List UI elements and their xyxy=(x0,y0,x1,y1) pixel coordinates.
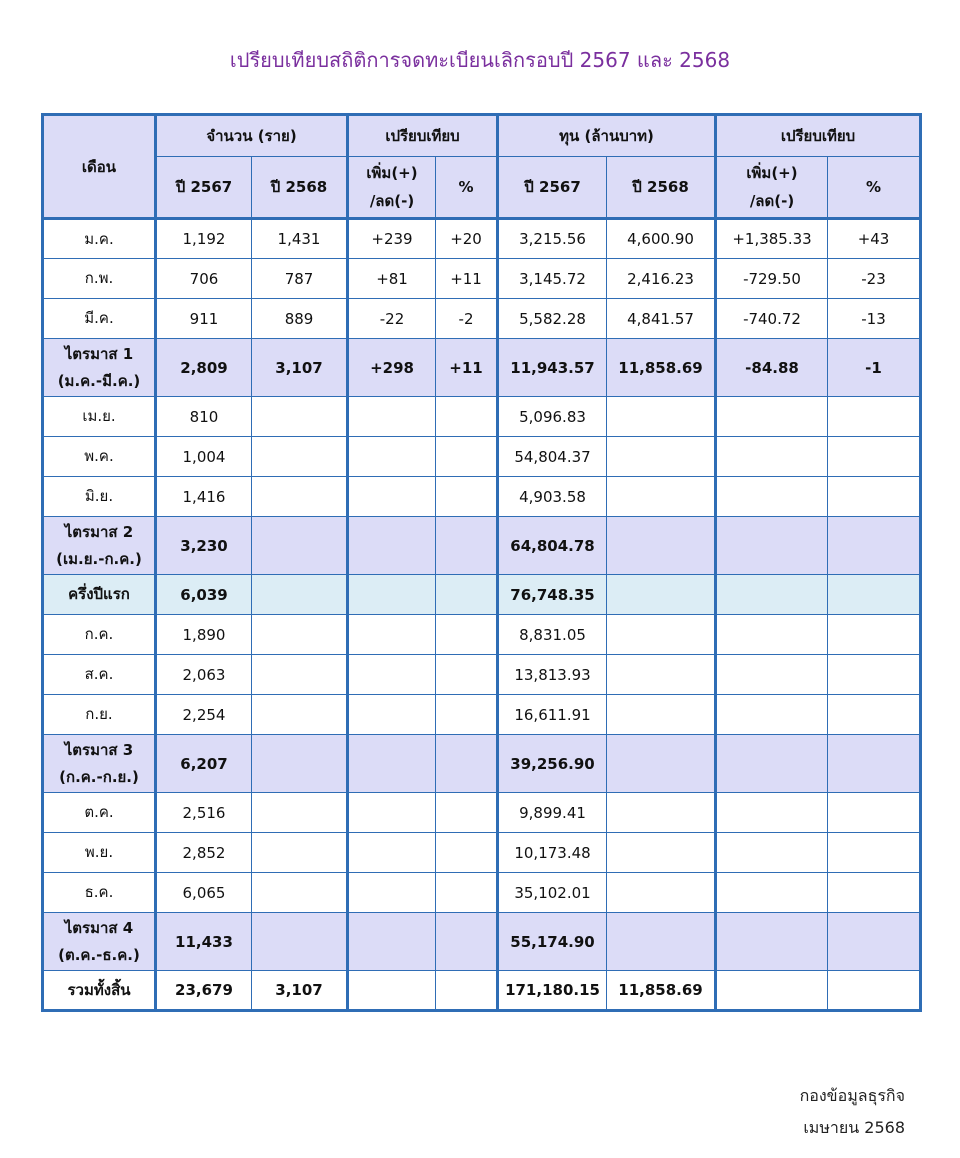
count-percent-header: % xyxy=(436,157,498,219)
table-cell: -2 xyxy=(436,299,498,339)
table-cell xyxy=(828,793,921,833)
table-cell: 54,804.37 xyxy=(498,437,607,477)
row-label-line: ธ.ค. xyxy=(84,883,114,901)
row-label-line: ก.ค. xyxy=(84,625,114,643)
table-cell: 1,890 xyxy=(156,615,252,655)
count-compare-group-header: เปรียบเทียบ xyxy=(348,115,498,157)
table-cell: 1,192 xyxy=(156,219,252,259)
table-row xyxy=(43,437,921,477)
row-label-line: เม.ย. xyxy=(82,407,116,425)
row-label xyxy=(43,397,156,437)
table-cell: -84.88 xyxy=(716,339,828,397)
change-label-line1: เพิ่ม(+) xyxy=(746,164,798,182)
table-cell xyxy=(607,437,716,477)
count-change-header xyxy=(348,157,436,219)
quarter-row xyxy=(43,735,921,793)
row-label-line: (ม.ค.-มี.ค.) xyxy=(57,371,141,390)
table-cell: 911 xyxy=(156,299,252,339)
table-cell: 11,943.57 xyxy=(498,339,607,397)
table-cell xyxy=(828,971,921,1011)
table-cell xyxy=(348,833,436,873)
table-cell xyxy=(252,833,348,873)
table-cell xyxy=(716,575,828,615)
table-cell: 1,004 xyxy=(156,437,252,477)
table-cell: +20 xyxy=(436,219,498,259)
table-cell: 3,107 xyxy=(252,339,348,397)
row-label-line: มิ.ย. xyxy=(84,487,114,505)
row-label xyxy=(43,299,156,339)
table-cell: 23,679 xyxy=(156,971,252,1011)
table-cell: 2,063 xyxy=(156,655,252,695)
table-cell: 2,809 xyxy=(156,339,252,397)
table-cell: 1,431 xyxy=(252,219,348,259)
table-cell xyxy=(607,517,716,575)
row-label-line: ไตรมาส 4 xyxy=(64,918,134,937)
capital-compare-group-header: เปรียบเทียบ xyxy=(716,115,921,157)
row-label-line: พ.ย. xyxy=(84,843,114,861)
table-cell xyxy=(607,477,716,517)
row-label xyxy=(43,793,156,833)
capital-change-header xyxy=(716,157,828,219)
row-label-line: ไตรมาส 1 xyxy=(64,344,134,363)
table-row xyxy=(43,397,921,437)
table-cell: 5,096.83 xyxy=(498,397,607,437)
table-cell: 11,858.69 xyxy=(607,339,716,397)
table-cell xyxy=(436,615,498,655)
table-row xyxy=(43,219,921,259)
table-cell xyxy=(436,913,498,971)
table-cell xyxy=(716,971,828,1011)
table-cell: 11,858.69 xyxy=(607,971,716,1011)
table-cell: 787 xyxy=(252,259,348,299)
table-cell: 8,831.05 xyxy=(498,615,607,655)
capital-percent-header: % xyxy=(828,157,921,219)
table-cell: 4,600.90 xyxy=(607,219,716,259)
table-row xyxy=(43,259,921,299)
table-cell xyxy=(436,575,498,615)
row-label xyxy=(43,873,156,913)
table-cell: 2,254 xyxy=(156,695,252,735)
table-row xyxy=(43,299,921,339)
table-cell: 6,207 xyxy=(156,735,252,793)
table-cell xyxy=(828,397,921,437)
table-cell: 3,230 xyxy=(156,517,252,575)
table-cell xyxy=(252,575,348,615)
table-row xyxy=(43,873,921,913)
row-label-line: (เม.ย.-ก.ค.) xyxy=(56,549,142,568)
row-label-line: ก.ย. xyxy=(85,705,113,723)
table-cell xyxy=(716,615,828,655)
table-cell xyxy=(436,833,498,873)
table-cell xyxy=(348,477,436,517)
count-2567-header: ปี 2567 xyxy=(156,157,252,219)
row-label-line: ไตรมาส 3 xyxy=(64,740,134,759)
table-cell xyxy=(436,971,498,1011)
table-cell xyxy=(252,517,348,575)
table-cell xyxy=(436,477,498,517)
row-label xyxy=(43,735,156,793)
row-label xyxy=(43,833,156,873)
total-row xyxy=(43,971,921,1011)
change-label-line2: /ลด(-) xyxy=(369,192,415,210)
table-cell xyxy=(348,793,436,833)
table-cell xyxy=(607,833,716,873)
table-cell: -22 xyxy=(348,299,436,339)
table-cell: 4,903.58 xyxy=(498,477,607,517)
table-cell xyxy=(436,437,498,477)
table-cell xyxy=(828,575,921,615)
table-cell xyxy=(607,735,716,793)
table-cell xyxy=(828,437,921,477)
table-cell: -13 xyxy=(828,299,921,339)
table-cell xyxy=(252,695,348,735)
footer xyxy=(800,1080,905,1144)
table-cell xyxy=(828,615,921,655)
footer-date: เมษายน 2568 xyxy=(803,1118,905,1137)
table-row xyxy=(43,695,921,735)
table-cell: 9,899.41 xyxy=(498,793,607,833)
row-label-line: ไตรมาส 2 xyxy=(64,522,134,541)
table-cell: +43 xyxy=(828,219,921,259)
row-label xyxy=(43,655,156,695)
row-label-line: (ต.ค.-ธ.ค.) xyxy=(58,945,140,964)
table-cell: 889 xyxy=(252,299,348,339)
table-cell: 706 xyxy=(156,259,252,299)
table-cell xyxy=(716,437,828,477)
table-cell xyxy=(607,575,716,615)
count-2568-header: ปี 2568 xyxy=(252,157,348,219)
table-cell: 810 xyxy=(156,397,252,437)
footer-department: กองข้อมูลธุรกิจ xyxy=(799,1086,905,1105)
row-label xyxy=(43,259,156,299)
table-cell xyxy=(348,397,436,437)
table-cell: 6,065 xyxy=(156,873,252,913)
table-cell xyxy=(348,437,436,477)
table-cell xyxy=(828,695,921,735)
row-label-line: รวมทั้งสิ้น xyxy=(67,980,131,999)
page-title: เปรียบเทียบสถิติการจดทะเบียนเลิกรอบปี 2567 และ 2568 xyxy=(229,48,731,72)
table-cell: -1 xyxy=(828,339,921,397)
quarter-row xyxy=(43,517,921,575)
statistics-table xyxy=(41,113,922,1012)
table-cell xyxy=(828,655,921,695)
table-cell xyxy=(716,735,828,793)
table-cell: 11,433 xyxy=(156,913,252,971)
table-cell xyxy=(828,517,921,575)
row-label-line: ต.ค. xyxy=(84,803,114,821)
table-cell: 5,582.28 xyxy=(498,299,607,339)
table-cell: 2,516 xyxy=(156,793,252,833)
table-cell xyxy=(828,735,921,793)
table-cell: +11 xyxy=(436,259,498,299)
table-cell: 76,748.35 xyxy=(498,575,607,615)
row-label xyxy=(43,437,156,477)
table-cell: 1,416 xyxy=(156,477,252,517)
row-label-line: (ก.ค.-ก.ย.) xyxy=(59,767,139,786)
table-cell xyxy=(436,695,498,735)
table-cell: 39,256.90 xyxy=(498,735,607,793)
table-row xyxy=(43,655,921,695)
quarter-row xyxy=(43,913,921,971)
row-label-line: ก.พ. xyxy=(84,269,114,287)
table-cell xyxy=(436,655,498,695)
table-cell: -740.72 xyxy=(716,299,828,339)
table-cell: 6,039 xyxy=(156,575,252,615)
table-cell xyxy=(252,873,348,913)
row-label xyxy=(43,575,156,615)
table-cell xyxy=(252,655,348,695)
table-cell xyxy=(716,833,828,873)
table-cell xyxy=(607,793,716,833)
table-cell xyxy=(828,833,921,873)
table-row xyxy=(43,477,921,517)
half-row xyxy=(43,575,921,615)
month-column-header: เดือน xyxy=(43,115,156,219)
table-cell xyxy=(252,793,348,833)
table-cell xyxy=(252,615,348,655)
table-cell xyxy=(348,575,436,615)
table-cell xyxy=(607,655,716,695)
change-label-line2: /ลด(-) xyxy=(749,192,795,210)
row-label xyxy=(43,477,156,517)
table-cell xyxy=(607,397,716,437)
table-cell: 35,102.01 xyxy=(498,873,607,913)
table-row xyxy=(43,615,921,655)
table-cell: -729.50 xyxy=(716,259,828,299)
table-cell xyxy=(607,873,716,913)
table-cell xyxy=(252,477,348,517)
table-cell xyxy=(348,655,436,695)
table-cell xyxy=(252,437,348,477)
table-cell xyxy=(716,913,828,971)
table-cell xyxy=(348,517,436,575)
table-cell xyxy=(252,397,348,437)
table-cell: -23 xyxy=(828,259,921,299)
row-label xyxy=(43,913,156,971)
table-cell: +298 xyxy=(348,339,436,397)
table-cell xyxy=(716,655,828,695)
table-cell xyxy=(436,735,498,793)
table-cell: 3,145.72 xyxy=(498,259,607,299)
row-label-line: มี.ค. xyxy=(84,309,114,327)
table-cell xyxy=(436,517,498,575)
table-cell: 2,416.23 xyxy=(607,259,716,299)
table-cell: +239 xyxy=(348,219,436,259)
table-cell xyxy=(252,735,348,793)
table-cell xyxy=(716,477,828,517)
table-cell xyxy=(607,913,716,971)
table-cell xyxy=(348,735,436,793)
row-label-line: พ.ค. xyxy=(84,447,114,465)
row-label xyxy=(43,695,156,735)
capital-group-header: ทุน (ล้านบาท) xyxy=(498,115,716,157)
table-cell xyxy=(436,397,498,437)
table-cell: 2,852 xyxy=(156,833,252,873)
capital-2567-header: ปี 2567 xyxy=(498,157,607,219)
table-cell: +1,385.33 xyxy=(716,219,828,259)
count-group-header: จำนวน (ราย) xyxy=(156,115,348,157)
table-cell: 3,215.56 xyxy=(498,219,607,259)
table-body xyxy=(43,219,921,1011)
table-cell xyxy=(828,913,921,971)
row-label-line: ครึ่งปีแรก xyxy=(68,585,130,603)
table-cell xyxy=(252,913,348,971)
table-cell xyxy=(716,397,828,437)
change-label-line1: เพิ่ม(+) xyxy=(366,164,418,182)
table-cell xyxy=(436,793,498,833)
table-cell xyxy=(828,873,921,913)
capital-2568-header: ปี 2568 xyxy=(607,157,716,219)
row-label-line: ส.ค. xyxy=(84,665,114,683)
quarter-row xyxy=(43,339,921,397)
table-cell xyxy=(828,477,921,517)
row-label xyxy=(43,615,156,655)
table-cell: 13,813.93 xyxy=(498,655,607,695)
table-cell xyxy=(607,695,716,735)
table-cell xyxy=(716,873,828,913)
table-cell: 10,173.48 xyxy=(498,833,607,873)
table-cell xyxy=(607,615,716,655)
table-cell: 3,107 xyxy=(252,971,348,1011)
table-cell xyxy=(348,615,436,655)
row-label xyxy=(43,517,156,575)
row-label xyxy=(43,339,156,397)
row-label xyxy=(43,219,156,259)
table-cell xyxy=(348,873,436,913)
table-cell: 64,804.78 xyxy=(498,517,607,575)
table-row xyxy=(43,833,921,873)
table-cell xyxy=(716,793,828,833)
table-cell: +11 xyxy=(436,339,498,397)
table-cell: 55,174.90 xyxy=(498,913,607,971)
table-cell xyxy=(348,913,436,971)
table-cell xyxy=(436,873,498,913)
table-row xyxy=(43,793,921,833)
table-cell: +81 xyxy=(348,259,436,299)
table-cell: 171,180.15 xyxy=(498,971,607,1011)
row-label-line: ม.ค. xyxy=(84,229,114,248)
table-cell xyxy=(348,695,436,735)
table-cell xyxy=(348,971,436,1011)
table-cell: 4,841.57 xyxy=(607,299,716,339)
row-label xyxy=(43,971,156,1011)
table-cell: 16,611.91 xyxy=(498,695,607,735)
table-cell xyxy=(716,695,828,735)
table-cell xyxy=(716,517,828,575)
